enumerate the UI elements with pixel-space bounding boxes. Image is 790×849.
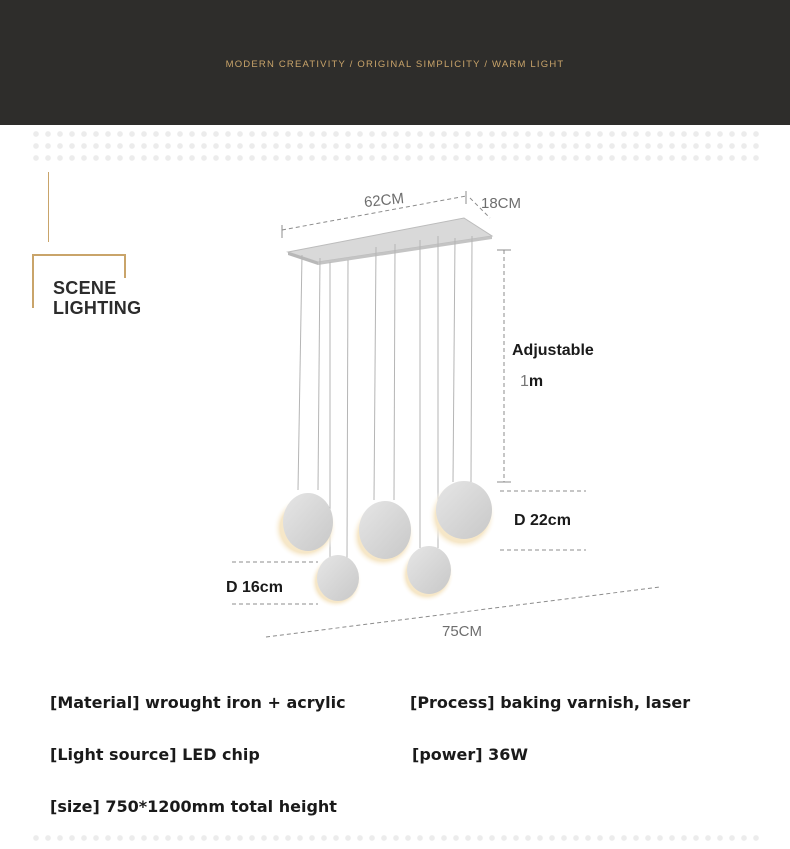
tagline: MODERN CREATIVITY / ORIGINAL SIMPLICITY / WARM LIGHT [225,59,565,70]
total-width-label: 75CM [442,623,483,640]
canopy-length-label: 62CM [363,189,405,212]
adjustable-length-label [520,373,543,391]
adjustable-label: Adjustable [512,342,594,359]
spec-size: [size] 750*1200mm total height [50,797,337,816]
spec-material: [Material] wrought iron + acrylic [50,693,346,712]
large-diameter-label: D 22cm [514,512,571,529]
small-diameter-label: D 16cm [226,579,283,596]
adjustable-unit: m [528,373,544,390]
ceiling-canopy [288,218,492,265]
light-disc-small-left [310,555,362,608]
light-disc-large-center [351,501,415,568]
light-disc-large-left [273,493,337,560]
scene-title-line1: SCENE [53,278,117,298]
scene-title-line2: LIGHTING [53,298,142,318]
spec-power: [power] 36W [412,745,529,764]
spec-process: [Process] baking varnish, laser [410,693,691,712]
spec-light-source: [Light source] LED chip [50,745,260,764]
canopy-width-label: 18CM [481,195,522,212]
adjustable-number: 1 [520,373,529,390]
